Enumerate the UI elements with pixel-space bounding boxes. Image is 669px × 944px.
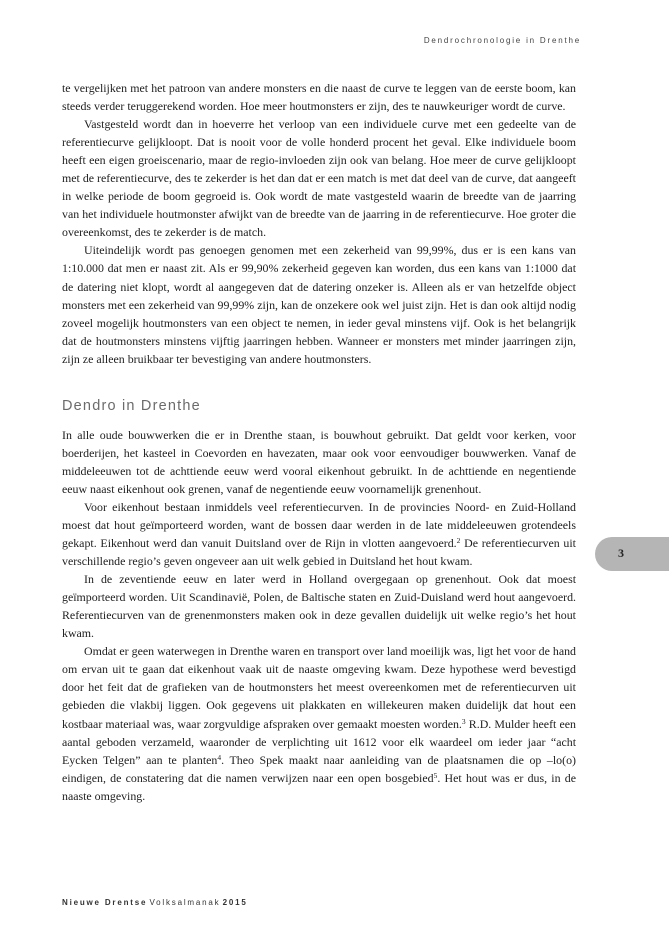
section-heading: Dendro in Drenthe: [62, 397, 201, 414]
paragraph-text: De referentiecurven uit verschillende regio’s geven ongeveer aan uit welk gebied in Duitsland het hout kwam.: [62, 536, 576, 569]
running-footer: [62, 898, 248, 907]
footnote-ref-2: 2: [456, 536, 461, 546]
paragraph-text: . Het hout was er dus, in de naaste omgeving.: [62, 770, 577, 803]
paragraph: [62, 642, 576, 804]
paragraph-text: . Theo Spek maakt naar aanleiding van de plaatsnamen die op –lo(o) eindigen, de constatering dat die namen verwijzen naar een open bosgebied: [62, 752, 576, 785]
paragraph-text: Omdat er geen waterwegen in Drenthe waren en transport over land moeilijk was, ligt het voor de hand om ervan uit te gaan dat eikenhout vaak uit de naaste omgeving kwam. Deze hypothese werd bevestigd door het feit dat de grafieken van de houtmonsters het meest overeenkomen met de referentiecurven uit gebieden die vlakbij liggen. Ook gegevens uit plakkaten en willekeuren maken duidelijk dat hout een kostbaar materiaal was, waar zorgvuldige afspraken over gemaakt moesten worden.: [62, 644, 576, 731]
footer-publication-bold: Nieuwe Drentse: [62, 898, 148, 907]
paragraph: Vastgesteld wordt dan in hoeverre het verloop van een individuele curve met een gedeelte van de referentiecurve gelijkloopt. Dat is nooit voor de volle honderd procent het geval. Elke individuele boom heeft een eigen groeiscenario, maar de regio-invloeden zijn ook van belang. Hoe meer de curve gelijkloopt met de referentiecurve, des te zekerder is het dan dat er een match is met dat deel van de curve, dat aangeeft in welke periode de boom gegroeid is. Ook wordt de mate vastgesteld waarin de breedte van de jaarring van het individuele houtmonster afwijkt van de breedte van de jaarring in de referentiecurve. Hoe groter die overeenkomst, des te zekerder is de match.: [62, 117, 576, 240]
chapter-number: 3: [618, 546, 624, 560]
footer-year: 2015: [222, 898, 248, 907]
article-body: [62, 79, 576, 805]
paragraph-text: R.D. Mulder heeft een aantal geboden verzameld, waaronder de verplichting uit 1612 voor elk waardeel om ieder jaar “acht Eycken Telgen” aan te planten: [62, 716, 576, 767]
paragraph: Uiteindelijk wordt pas genoegen genomen met een zekerheid van 99,99%, dus er is een kans van 1:10.000 dat men er naast zit. Als er 99,90% zekerheid gegeven kan worden, dus een kans van 1:1000 dat de datering niet klopt, wordt al aangegeven dat de datering onzeker is. Alleen als er van hetzelfde object monsters met een zekerheid van 99,99% zijn, kan de onzekere ook wel juist zijn. Het is dan ook altijd nodig zoveel mogelijk houtmonsters van een object te nemen, in ieder geval minstens vijf. Ook is het belangrijk dat de houtmonsters minstens vijftig jaarringen hebben. Wanneer er monsters met minder jaarringen zijn, zijn ze alleen bruikbaar ter bevestiging van andere houtmonsters.: [62, 243, 576, 366]
running-header: Dendrochronologie in Drenthe: [423, 36, 581, 45]
chapter-tab: [595, 537, 669, 571]
footnote-ref-4: 4: [217, 752, 222, 762]
footnote-ref-5: 5: [433, 770, 438, 780]
footnote-ref-3: 3: [461, 716, 466, 726]
paragraph: te vergelijken met het patroon van andere monsters en die naast de curve te leggen van de eerste boom, kan steeds verder teruggerekend worden. Hoe meer houtmonsters er zijn, des te nauwkeuriger wordt de curve.: [62, 81, 576, 114]
paragraph-text: Voor eikenhout bestaan inmiddels veel referentiecurven. In de provincies Noord- en Zuid-Holland moest dat hout geïmporteerd worden, want de bossen daar werden in de late middeleeuwen grotendeels gekapt. Eikenhout werd dan vanuit Duitsland over de Rijn in vlotten aangevoerd.: [62, 499, 576, 551]
paragraph: [62, 498, 576, 570]
footer-publication-light: Volksalmanak: [149, 898, 221, 907]
paragraph: In de zeventiende eeuw en later werd in Holland overgegaan op grenenhout. Ook dat moest geïmporteerd worden. Uit Scandinavië, Polen, de Baltische staten en Zuid-Duisland werd hout aangevoerd. Referentiecurven van de grenenmonsters maken ook in deze gevallen duidelijk uit welke regio’s het hout kwam.: [62, 572, 576, 641]
paragraph: In alle oude bouwwerken die er in Drenthe staan, is bouwhout gebruikt. Dat geldt voor kerken, voor boerderijen, het kasteel in Coevorden en havezaten, maar ook voor eenvoudiger bouwwerken. Vanaf de middeleeuwen tot de achttiende eeuw werd vooral eikenhout gebruikt. In de achttiende en negentiende eeuw naast eikenhout ook grenen, vanaf de negentiende eeuw voornamelijk grenenhout.: [62, 427, 576, 496]
